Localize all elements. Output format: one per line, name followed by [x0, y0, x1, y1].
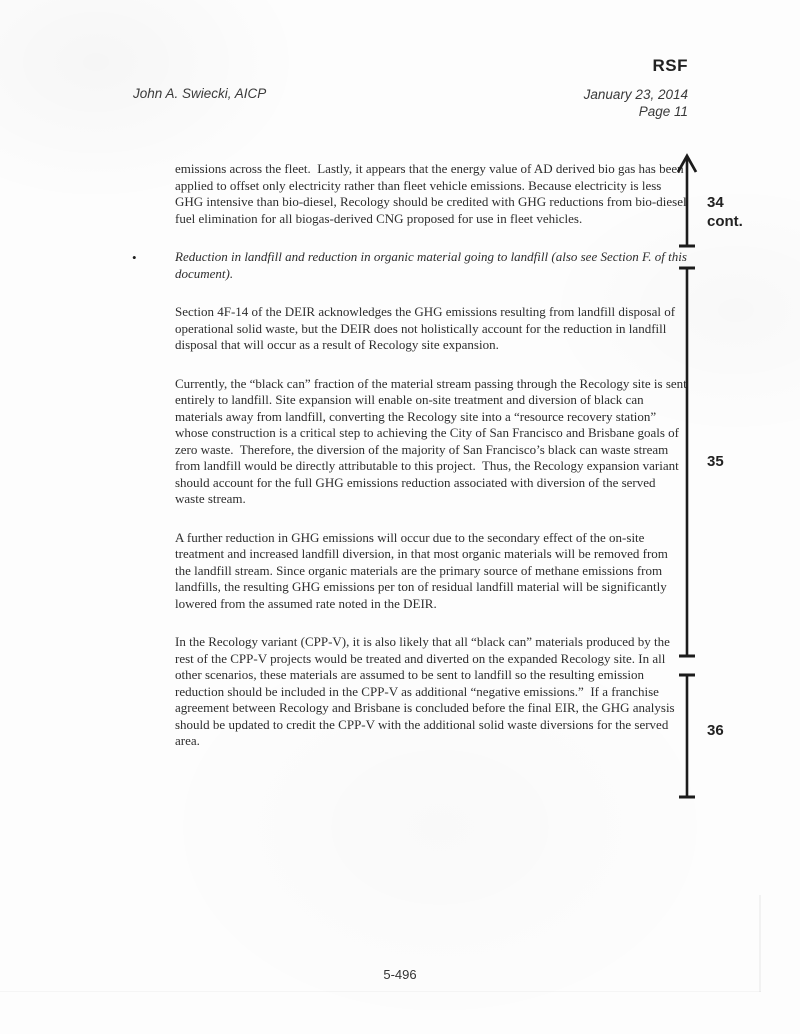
paragraph-black-can-diversion: Currently, the “black can” fraction of the material stream passing through the Recology site is sent entirely to landfill. Site expansion will enable on-site treatment and diversion of black can materials away from landfill, converting the Recology site into a “resource recovery station” whose construction is a critical step to achieving the City of San Francisco and Brisbane goals of zero waste. Therefore, the diversion of the majority of San Francisco’s black can waste stream from landfill would be directly attributable to this project. Thus, the Recology expansion variant should account for the full GHG emissions reduction associated with diversion of the served waste stream.: [175, 375, 691, 506]
bullet-icon: •: [132, 250, 137, 265]
header-date-block: [584, 86, 688, 120]
paragraph-deir-section-4f14: Section 4F-14 of the DEIR acknowledges the GHG emissions resulting from landfill disposal of operational solid waste, but the DEIR does not holistically account for the reduction in landfill disposal that will occur as a result of Recology site expansion.: [175, 304, 679, 352]
paragraph-secondary-ghg-reduction: A further reduction in GHG emissions will occur due to the secondary effect of the on-site treatment and increased landfill diversion, in that most organic materials will be removed from the landfill stream. Since organic materials are the primary source of methane emissions from landfills, the resulting GHG emissions per ton of residual landfill material will be significantly lowered from the assumed rate noted in the DEIR.: [175, 529, 672, 611]
letter-body: [132, 161, 691, 772]
comment-36-bracket: [671, 671, 703, 806]
scan-edge-artifact-vertical: [759, 895, 761, 992]
comment-number-35: [707, 452, 724, 471]
comment-number-36: [707, 721, 724, 740]
bullet-item-text: Reduction in landfill and reduction in organic material going to landfill (also see Section F. of this document).: [175, 249, 691, 281]
comment-number-34: [707, 193, 743, 231]
paragraph-biogas-fleet-emissions: emissions across the fleet. Lastly, it appears that the energy value of AD derived bio gas has been applied to offset only electricity rather than fleet vehicle emissions. Because electricity is less GHG intensive than bio-diesel, Recology should be credited with GHG reductions from bio-diesel fuel elimination for all biogas-derived CNG proposed for use in fleet vehicles.: [175, 161, 690, 226]
comment-34-arrow-marker: [671, 150, 703, 259]
comment-34-number: 34: [707, 194, 724, 211]
paragraph-cpp-v-variant: In the Recology variant (CPP-V), it is also likely that all “black can” materials produced by the rest of the CPP-V projects would be treated and diverted on the expanded Recology site. In all other scenarios, these materials are assumed to be sent to landfill so the resulting emission reduction should be included in the CPP-V as additional “negative emissions.” If a franchise agreement between Recology and Brisbane is concluded before the final EIR, the GHG analysis should be updated to credit the CPP-V with the additional solid waste diversions for the served area.: [175, 634, 678, 748]
header-date: January 23, 2014: [583, 87, 688, 102]
comment-36-number: 36: [707, 722, 724, 739]
comment-35-bracket: [671, 264, 703, 665]
document-page-number: 5-496: [383, 967, 417, 982]
scan-edge-artifact-horizontal: [0, 991, 761, 992]
header-page-number: Page 11: [638, 104, 688, 119]
header-recipient: John A. Swiecki, AICP: [133, 86, 267, 101]
bullet-item-landfill-reduction: [132, 249, 691, 282]
comment-35-number: 35: [707, 453, 724, 470]
header-initials: RSF: [652, 56, 688, 75]
comment-34-cont-label: cont.: [707, 213, 743, 230]
